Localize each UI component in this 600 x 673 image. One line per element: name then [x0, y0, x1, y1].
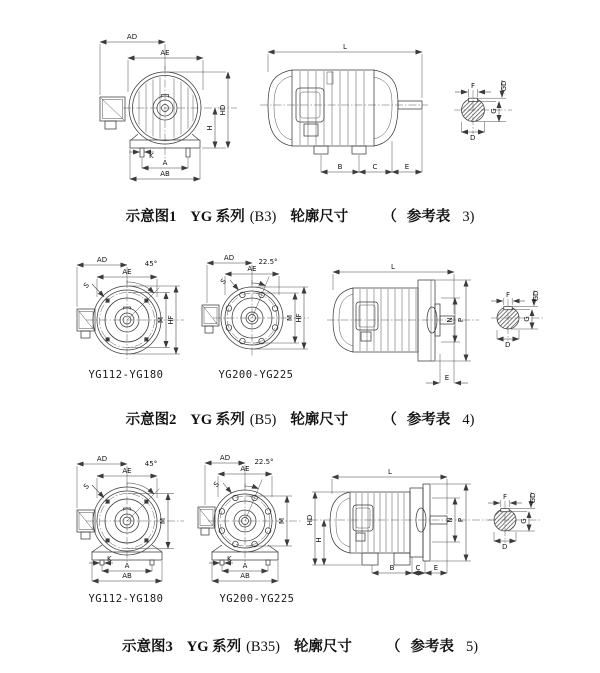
dim-label-g: G — [490, 108, 498, 114]
cable-gland — [205, 326, 213, 333]
bolt-hole — [106, 299, 110, 303]
bolt-hole — [144, 337, 148, 341]
dim-label-g: G — [523, 316, 531, 322]
dim-label-e: E — [444, 374, 450, 382]
dim-label-c: C — [415, 564, 421, 572]
dim-label-ab: AB — [160, 170, 170, 178]
dim-label-ae: AE — [160, 49, 170, 57]
dim-label-a: A — [242, 562, 248, 570]
dim-label-d: D — [502, 543, 508, 551]
dim-label-ae: AE — [247, 265, 257, 273]
dim-label-m: M — [286, 314, 294, 322]
dim-label-b: B — [389, 564, 395, 572]
angle-label: 45° — [144, 260, 158, 268]
caption-paren: （ — [382, 412, 397, 428]
bolt-hole — [106, 538, 110, 542]
caption-fig-number: 示意图2 — [125, 412, 177, 428]
model-range-large: YG200-YG225 — [218, 369, 294, 381]
fig3-caption — [0, 635, 600, 656]
caption-reference-number: 4) — [462, 412, 475, 428]
dim-label-ad: AD — [223, 254, 235, 262]
caption-series: YG 系列 — [190, 209, 245, 225]
caption-reference: 参考表 — [406, 412, 451, 428]
angle-label: 45° — [144, 460, 158, 468]
caption-series: YG 系列 — [190, 412, 245, 428]
caption-reference: 参考表 — [406, 209, 451, 225]
dim-label-b: B — [337, 163, 343, 171]
dim-label-s: S — [219, 277, 228, 286]
fig1-side-view — [256, 36, 434, 184]
dim-label-ab: AB — [240, 572, 250, 580]
dim-label-ab: AB — [122, 572, 132, 580]
dim-label-ae: AE — [240, 465, 250, 473]
fig1-front-view — [85, 28, 240, 190]
dim-label-k: K — [227, 555, 232, 563]
dim-label-ad: AD — [96, 256, 108, 264]
dim-label-hd: HD — [306, 514, 314, 526]
dim-label-h: H — [315, 537, 323, 543]
caption-paren: （ — [382, 209, 397, 225]
cable-gland — [81, 532, 90, 539]
fig3-side-view — [306, 460, 496, 588]
motor-front-body — [100, 72, 201, 157]
dim-label-e: E — [404, 163, 410, 171]
flange-front-body — [198, 490, 278, 565]
cable-gland-side — [356, 533, 365, 541]
dim-label-k: K — [107, 555, 112, 563]
dim-label-ad: AD — [219, 454, 231, 462]
fig2-shaft-section — [488, 281, 568, 363]
caption-title: 轮廓尺寸 — [290, 412, 349, 428]
motor-side-body — [268, 70, 422, 154]
caption-title: 轮廓尺寸 — [293, 639, 352, 655]
dim-label-p: P — [457, 517, 465, 523]
dim-label-a: A — [162, 159, 168, 167]
motor-side-body — [330, 484, 447, 565]
model-range-small: YG112-YG180 — [88, 593, 164, 605]
dimensions — [306, 468, 471, 573]
dim-label-e: E — [433, 564, 439, 572]
dim-label-f: F — [505, 291, 511, 299]
fig1-shaft-section — [450, 68, 545, 160]
fig2-front-view-small — [62, 253, 190, 385]
dim-label-ae: AE — [122, 268, 132, 276]
dim-label-ad: AD — [126, 33, 138, 41]
angle-label: 22.5° — [254, 458, 274, 466]
dim-label-f: F — [502, 493, 508, 501]
caption-reference-number: 3) — [462, 209, 475, 225]
dim-label-d: D — [505, 341, 511, 349]
dim-label-h: H — [206, 125, 214, 131]
motor-side-body — [333, 280, 454, 361]
dim-label-k: K — [149, 152, 154, 160]
dim-label-s: S — [212, 480, 221, 489]
dim-label-l: L — [343, 43, 347, 51]
dim-label-l: L — [388, 468, 392, 476]
fig3-front-view-large — [196, 453, 318, 590]
fig2-front-view-large — [197, 253, 315, 385]
cable-gland — [201, 528, 209, 535]
dim-label-ae: AE — [122, 467, 132, 475]
dim-label-gd: GD — [529, 492, 537, 504]
dim-label-hf: HF — [167, 315, 175, 325]
cable-gland-side — [361, 332, 371, 341]
dim-label-ad: AD — [96, 455, 108, 463]
dimensions — [77, 455, 174, 581]
dimensions — [268, 43, 422, 172]
dim-label-m: M — [278, 517, 286, 525]
dim-label-g: G — [520, 518, 528, 524]
dim-label-hf: HF — [295, 313, 303, 323]
fig3-front-view-small — [62, 453, 190, 590]
bolt-hole — [144, 538, 148, 542]
dim-label-n: N — [446, 517, 454, 523]
bolt-hole — [106, 337, 110, 341]
dim-label-gd: GD — [500, 80, 508, 92]
fig2-caption — [0, 408, 600, 429]
dim-label-a: A — [124, 562, 130, 570]
caption-mounting-code: (B35) — [246, 639, 280, 655]
dimensions — [100, 33, 228, 179]
centerlines — [86, 483, 184, 563]
caption-title: 轮廓尺寸 — [290, 209, 349, 225]
caption-mounting-code: (B3) — [249, 209, 277, 225]
dim-label-m: M — [157, 316, 165, 324]
dim-label-f: F — [470, 82, 476, 90]
cable-gland — [105, 121, 116, 129]
caption-reference-number: 5) — [465, 639, 479, 655]
fig3-shaft-section — [484, 482, 564, 564]
dim-label-d: D — [470, 134, 476, 142]
model-range-large: YG200-YG225 — [219, 593, 295, 605]
fig2-side-view — [323, 256, 483, 396]
dim-label-gd: GD — [532, 290, 540, 302]
dim-label-l: L — [391, 263, 395, 271]
angle-label: 22.5° — [258, 258, 278, 266]
caption-fig-number: 示意图1 — [125, 209, 177, 225]
bolt-hole — [106, 500, 110, 504]
dim-label-c: C — [372, 163, 378, 171]
dim-label-s: S — [82, 281, 91, 290]
dim-label-s: S — [82, 482, 91, 491]
caption-fig-number: 示意图3 — [121, 639, 173, 655]
fig1-caption — [0, 205, 600, 226]
caption-mounting-code: (B5) — [249, 412, 277, 428]
flange-disc — [418, 280, 435, 361]
dimensions — [77, 256, 180, 354]
caption-reference: 参考表 — [410, 639, 454, 655]
cable-gland — [81, 331, 90, 338]
dim-label-hd: HD — [219, 104, 227, 116]
dim-label-p: P — [457, 317, 465, 323]
flange-disc — [423, 484, 430, 561]
dimensions — [207, 254, 308, 349]
caption-paren: （ — [385, 639, 401, 655]
model-range-small: YG112-YG180 — [88, 369, 164, 381]
dim-label-n: N — [446, 317, 454, 323]
caption-series: YG 系列 — [186, 639, 242, 655]
dim-label-m: M — [159, 517, 167, 525]
